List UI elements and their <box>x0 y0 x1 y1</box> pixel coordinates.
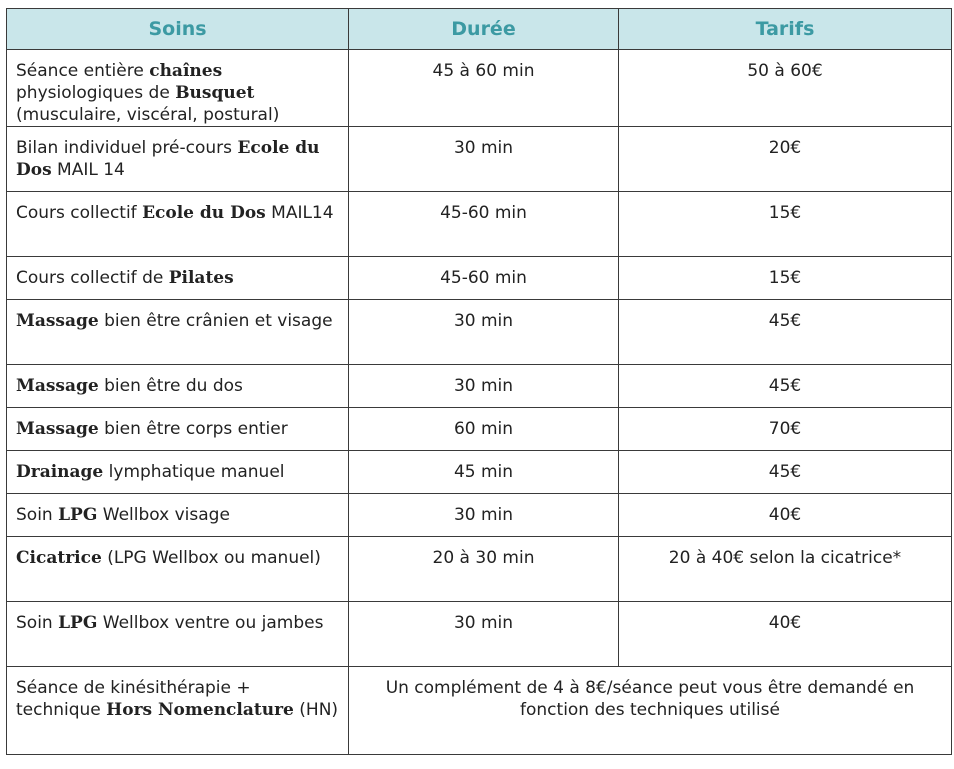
table-row <box>7 365 952 408</box>
cell-soin <box>7 192 349 257</box>
cell-tarif: 45€ <box>619 300 952 365</box>
soin-bold-text: chaînes <box>149 61 223 81</box>
soin-bold-text: Ecole du Dos <box>16 138 320 180</box>
cell-tarif: 45€ <box>619 365 952 408</box>
cell-duree: 45-60 min <box>349 257 619 300</box>
soin-bold-text: Busquet <box>175 83 255 103</box>
cell-soin <box>7 300 349 365</box>
cell-soin <box>7 602 349 667</box>
cell-soin <box>7 408 349 451</box>
soin-text: Bilan individuel pré-cours <box>16 138 238 158</box>
soin-text: Cours collectif <box>16 203 143 223</box>
soin-bold-text: Cicatrice <box>16 548 102 568</box>
table-row <box>7 50 952 127</box>
cell-duree: 45 à 60 min <box>349 50 619 127</box>
soin-text: bien être corps entier <box>98 419 288 439</box>
cell-tarif: 50 à 60€ <box>619 50 952 127</box>
soin-text: (HN) <box>293 700 339 720</box>
cell-soin <box>7 667 349 755</box>
soin-bold-text: LPG <box>58 505 98 525</box>
cell-duree: 60 min <box>349 408 619 451</box>
cell-duree: 30 min <box>349 602 619 667</box>
cell-tarif: 45€ <box>619 451 952 494</box>
soin-text: Wellbox visage <box>97 505 230 525</box>
soin-bold-text: Drainage <box>16 462 104 482</box>
soin-text: (LPG Wellbox ou manuel) <box>101 548 321 568</box>
soin-bold-text: LPG <box>58 613 98 633</box>
cell-duree: 30 min <box>349 494 619 537</box>
cell-duree: 20 à 30 min <box>349 537 619 602</box>
table-row <box>7 257 952 300</box>
soin-text: Séance de kinésithérapie + technique <box>16 678 251 720</box>
cell-soin <box>7 494 349 537</box>
cell-tarif: 20€ <box>619 127 952 192</box>
soin-bold-text: Pilates <box>168 268 234 288</box>
table-row <box>7 451 952 494</box>
soin-text: bien être crânien et visage <box>98 311 333 331</box>
table-row <box>7 127 952 192</box>
header-row <box>7 9 952 50</box>
cell-duree: 30 min <box>349 365 619 408</box>
cell-soin <box>7 257 349 300</box>
soin-text: Soin <box>16 505 59 525</box>
cell-soin <box>7 451 349 494</box>
cell-duree: 45 min <box>349 451 619 494</box>
table-row-hors-nomenclature <box>7 667 952 755</box>
header-soins: Soins <box>7 9 349 50</box>
cell-tarif: 40€ <box>619 602 952 667</box>
soin-bold-text: Massage <box>16 419 99 439</box>
soin-text: MAIL14 <box>265 203 334 223</box>
cell-tarif: 40€ <box>619 494 952 537</box>
cell-soin <box>7 50 349 127</box>
header-tarifs: Tarifs <box>619 9 952 50</box>
cell-supplement-note: Un complément de 4 à 8€/séance peut vous être demandé en fonction des techniques utilisé <box>349 667 952 755</box>
cell-tarif: 15€ <box>619 257 952 300</box>
soin-bold-text: Massage <box>16 376 99 396</box>
cell-duree: 30 min <box>349 300 619 365</box>
price-table <box>6 8 952 755</box>
cell-duree: 45-60 min <box>349 192 619 257</box>
soin-text: MAIL 14 <box>51 160 125 180</box>
table-row <box>7 602 952 667</box>
cell-soin <box>7 365 349 408</box>
soin-text: physiologiques de <box>16 83 176 103</box>
soin-text: bien être du dos <box>98 376 243 396</box>
cell-tarif: 70€ <box>619 408 952 451</box>
cell-duree: 30 min <box>349 127 619 192</box>
table-row <box>7 537 952 602</box>
table-row <box>7 494 952 537</box>
soin-text: (musculaire, viscéral, postural) <box>16 105 280 125</box>
table-row <box>7 408 952 451</box>
soin-text: Cours collectif de <box>16 268 169 288</box>
soin-bold-text: Hors Nomenclature <box>106 700 294 720</box>
cell-tarif: 15€ <box>619 192 952 257</box>
soin-text: lymphatique manuel <box>103 462 285 482</box>
soin-text: Séance entière <box>16 61 150 81</box>
header-duree: Durée <box>349 9 619 50</box>
table-row <box>7 300 952 365</box>
soin-bold-text: Massage <box>16 311 99 331</box>
soin-bold-text: Ecole du Dos <box>142 203 266 223</box>
soin-text: Wellbox ventre ou jambes <box>97 613 324 633</box>
soin-text: Soin <box>16 613 59 633</box>
cell-soin <box>7 127 349 192</box>
cell-soin <box>7 537 349 602</box>
cell-tarif: 20 à 40€ selon la cicatrice* <box>619 537 952 602</box>
table-body <box>7 50 952 755</box>
table-row <box>7 192 952 257</box>
